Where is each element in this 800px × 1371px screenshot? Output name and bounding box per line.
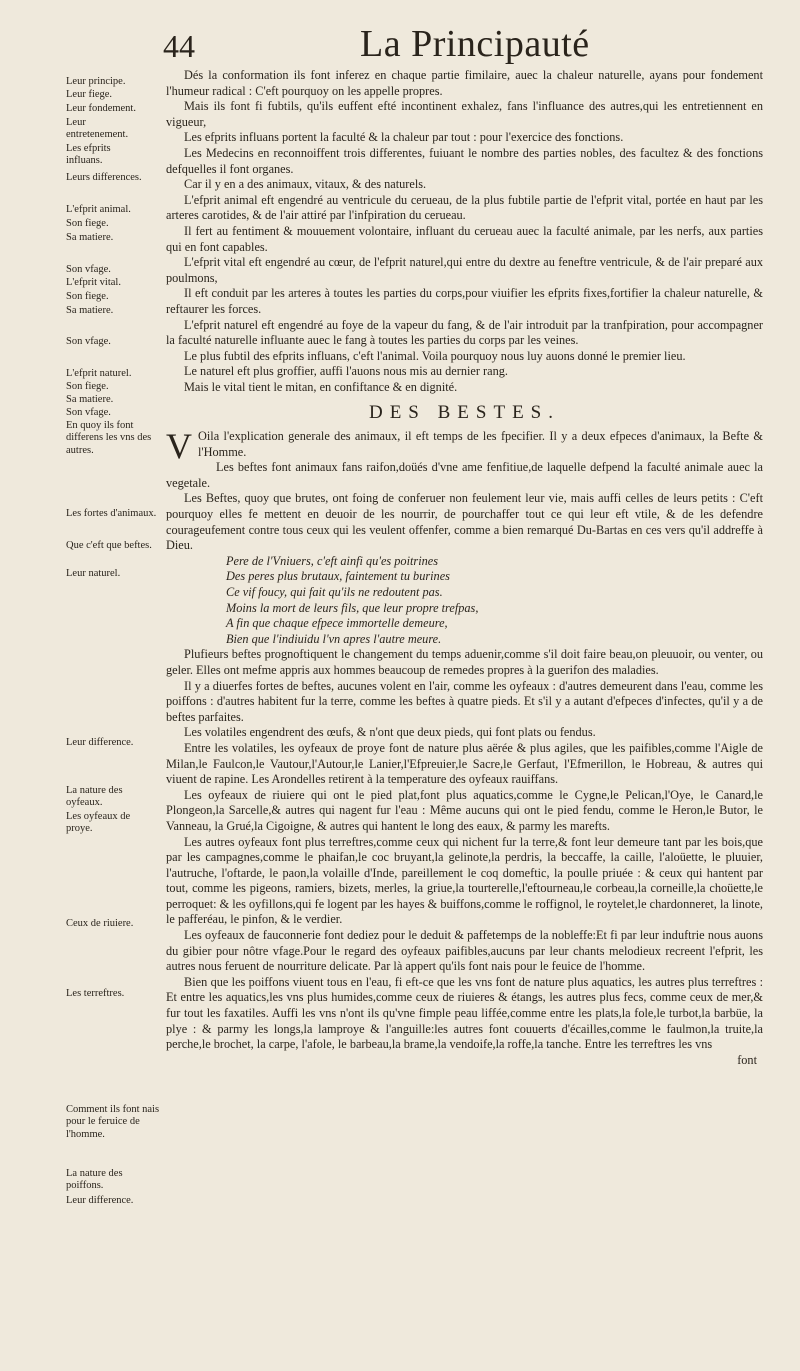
margin-note: L'efprit naturel. [66,368,132,379]
paragraph: Il fert au fentiment & mouuement volontaire, influant du cerueau auec la faculté animale, par les nerfs, aux parties qui en font capables. [166,223,763,254]
margin-note: Son vfage. [66,336,111,347]
margin-note: Sa matiere. [66,394,114,405]
verse-line: Moins la mort de leurs fils, que leur propre trefpas, [226,600,479,615]
paragraph: Les oyfeaux de riuiere qui ont le pied plat,font plus aquatics,comme le Cygne,le Pelican,l'Oye, le Canard,le Plongeon,la Sarcelle,& autres qui nagent fur l'eau : Même aucuns qui ont le pied fendu, comme le Heron,le Butor, le Vanneau, la Grué,la Cigoigne, & autres qui hantent le long des eaux, & parmy les marefts. [166,787,763,833]
margin-note: Son fiege. [66,218,109,229]
paragraph: Les Medecins en reconnoiffent trois differentes, fuiuant le nombre des parties nobles, des facultez & des fonctions defquelles il font organes. [166,145,763,176]
margin-note: La nature des oyfeaux. [66,785,123,809]
paragraph: Entre les volatiles, les oyfeaux de proye font de nature plus aërée & plus agiles, que les paifibles,comme l'Aigle de Milan,le Faulcon,le Vautour,l'Autour,le Lanier,l'Efpreuier,le Sacre,le Gerfaut, l'Efmerillon, le Hobreau, & autres qui viuent de rapine. Les Arondelles retirent à la temperature des oyfeaux rauiffans. [166,740,763,787]
margin-note: Leur naturel. [66,568,121,579]
running-title: La Principauté [360,23,590,65]
page-number: 44 [163,28,195,64]
margin-note: Sa matiere. [66,305,114,316]
margin-note: L'efprit animal. [66,204,131,215]
margin-note: Leur principe. [66,76,126,87]
paragraph: Le naturel eft plus groffier, auffi l'auons nous mis au dernier rang. [184,364,508,379]
margin-note: Les terreftres. [66,988,125,999]
margin-note: Son fiege. [66,381,109,392]
margin-note: Leur difference. [66,737,134,748]
paragraph: Le plus fubtil des efprits influans, c'eft l'animal. Voila pourquoy nous luy auons donné le premier lieu. [184,348,686,363]
paragraph: L'efprit vital eft engendré au cœur, de l'efprit naturel,qui entre du dextre au feneftre ventricule, & de l'air preparé aux poulmons, [166,255,763,285]
margin-note: Leur difference. [66,1195,134,1206]
paragraph: Il eft conduit par les arteres à toutes les parties du corps,pour viuifier les efprits fixes,fortifier la chaleur naturelle, & reftaurer les forces. [166,286,763,316]
drop-cap: V [166,426,192,467]
section-title: DES BESTES. [368,402,561,424]
margin-note: Comment ils font nais pour le feruice de l'homme. [66,1104,160,1140]
margin-note: La nature des poiffons. [66,1168,123,1192]
margin-note: Ceux de riuiere. [66,918,134,929]
paragraph: Les oyfeaux de fauconnerie font dediez pour le deduit & paffetemps de la nobleffe:Et fi par leur induftrie nous auons du gibier pour nôtre vfage.Pour le regard des oyfeaux paifibles,aucuns par leur chants melodieux recreent l'efprit, les autres nous feruent de nourriture delicate. Par là appert qu'ils font nais pour le feuice de l'homme. [166,928,763,974]
margin-note: Les oyfeaux de proye. [66,811,131,835]
margin-note: Son fiege. [66,291,109,302]
margin-note: Son vfage. [66,264,111,275]
paragraph: Les Beftes, quoy que brutes, ont foing de conferuer non feulement leur vie, mais auffi celles de leurs petits : C'eft pourquoy elles fe mettent en deuoir de les nourrir, de pourchaffer tout ce qui leur eft vtile, & de les defendre courageufement contre tous ceux qui les veulent offenfer, comme a bien remarqué Du-Bartas en ces vers qu'il addreffe à Dieu. [166,491,763,553]
paragraph: Il y a diuerfes fortes de beftes, aucunes volent en l'air, comme les oyfeaux : d'autres demeurent dans l'eau, comme les poiffons : d'autres habitent fur la terre, comme les beftes à quatre pieds. Et s'il y a autant d'efpeces d'infectes, qu'il y a de beftes parfaites. [166,678,763,724]
paragraph: Les beftes font animaux fans raifon,doüés d'vne ame fenfitiue,de laquelle defpend la faculté animale auec la vegetale. [166,460,763,490]
verse-line: Pere de l'Vniuers, c'eft ainfi qu'es poitrines [226,553,439,568]
paragraph: Plufieurs beftes prognoftiquent le changement du temps aduenir,comme s'il doit faire beau,on pleuuoir, ou venter, ou geler. Elles ont mefme appris aux hommes beaucoup de remedes propres à la guerifon des maladies. [166,647,763,677]
verse-line: Ce vif foucy, qui fait qu'ils ne redoutent pas. [226,585,443,599]
paragraph: Les efprits influans portent la faculté & la chaleur par tout : pour l'exercice des fonctions. [184,130,624,145]
verse-line: Des peres plus brutaux, faintement tu burines [226,569,450,584]
intro-text: Oila l'explication generale des animaux, il eft temps de les fpecifier. Il y a deux efpeces d'animaux, la Befte & l'Homme. [198,429,763,459]
margin-note: Les efprits influans. [66,143,111,167]
catchword: font [737,1052,757,1067]
margin-note: L'efprit vital. [66,277,121,288]
paragraph: L'efprit naturel eft engendré au foye de la vapeur du fang, & de l'air introduit par la tranfpiration, pour accompagner la faculté naturelle influante auec le fang à toutes les parties du corps par les veines. [166,317,763,348]
margin-note: En quoy ils font differens les vns des autres. [66,420,152,456]
verse-line: A fin que chaque efpece immortelle demeure, [226,616,448,631]
margin-note: Son vfage. [66,407,111,418]
margin-note: Leur fiege. [66,89,113,100]
margin-column [66,0,166,1371]
main-text [166,68,763,1068]
verse-line: Bien que l'indiuidu l'vn apres l'autre meure. [226,631,442,646]
paragraph: Dés la conformation ils font inferez en chaque partie fimilaire, auec la chaleur naturelle, ayans pour fondement l'humeur radical : C'eft pourquoy on les appelle propres. [166,68,763,98]
intro-paragraph [166,426,763,467]
paragraph: Les volatiles engendrent des œufs, & n'ont que deux pieds, qui font plats ou fendus. [184,725,596,740]
margin-note: Leurs differences. [66,172,142,183]
paragraph: Les autres oyfeaux font plus terreftres,comme ceux qui nichent fur la terre,& font leur demeure tant par les bois,que par les campagnes,comme le phaifan,le coc bruyant,la gelinote,la perdris, la beccaffe, la caille, l'aloüette, le pluuier, l'autruche, l'oftarde, le paon,la volaille d'Inde, pareillement le coq domeftic, la poulle priuée : & ceux qui hantent par tout, comme les pigeons, ramiers, bizets, merles, la griue,la tourterelle,l'eftourneau,le corbeau,la corneille,la choüette,le perroquet: & les oyfillons,qui fe logent par les hayes & buiffons,comme le roffignol, le roytelet,le chardonneret, la linote, le pafferéau, le pinfon, & le verdier. [166,834,763,927]
paragraph: L'efprit animal eft engendré au ventricule du cerueau, de la plus fubtile partie de l'efprit vital, portée en haut par les arteres carotides, & de l'air attiré par l'infpiration du cerueau. [166,192,763,223]
paragraph: Mais ils font fi fubtils, qu'ils euffent efté incontinent exhalez, fans l'influance des autres,qui les entretiennent en vigueur, [166,99,763,129]
paragraph: Bien que les poiffons viuent tous en l'eau, fi eft-ce que les vns font de nature plus aquatics, les autres plus terreftres : Et entre les aquatics,les vns plus humides,comme ceux de riuieres & étangs, les autres plus fecs, comme ceux de mer,& fur tout les faxatiles. Auffi les vns n'ont ils qu'vne fimple peau liffée,comme entre les plats,la fole,le turbot,la barbüe, la plye : & parmy les longs,la lamproye & l'anguille:les autres font couuerts d'écailles,comme le faulmon,la truite,la perche,le brochet, la carpe, l'afole, le barbeau,la brame,la vendoife,la roffe,la tanche. Entre les terreftres les vns [166,974,763,1052]
margin-note: Que c'eft que beftes. [66,540,152,551]
margin-note: Leur entretenement. [66,117,129,141]
margin-note: Les fortes d'animaux. [66,508,157,519]
paragraph: Mais le vital tient le mitan, en confiftance & en dignité. [184,379,458,394]
paragraph: Car il y en a des animaux, vitaux, & des naturels. [184,177,427,192]
margin-note: Leur fondement. [66,103,136,114]
margin-note: Sa matiere. [66,232,114,243]
